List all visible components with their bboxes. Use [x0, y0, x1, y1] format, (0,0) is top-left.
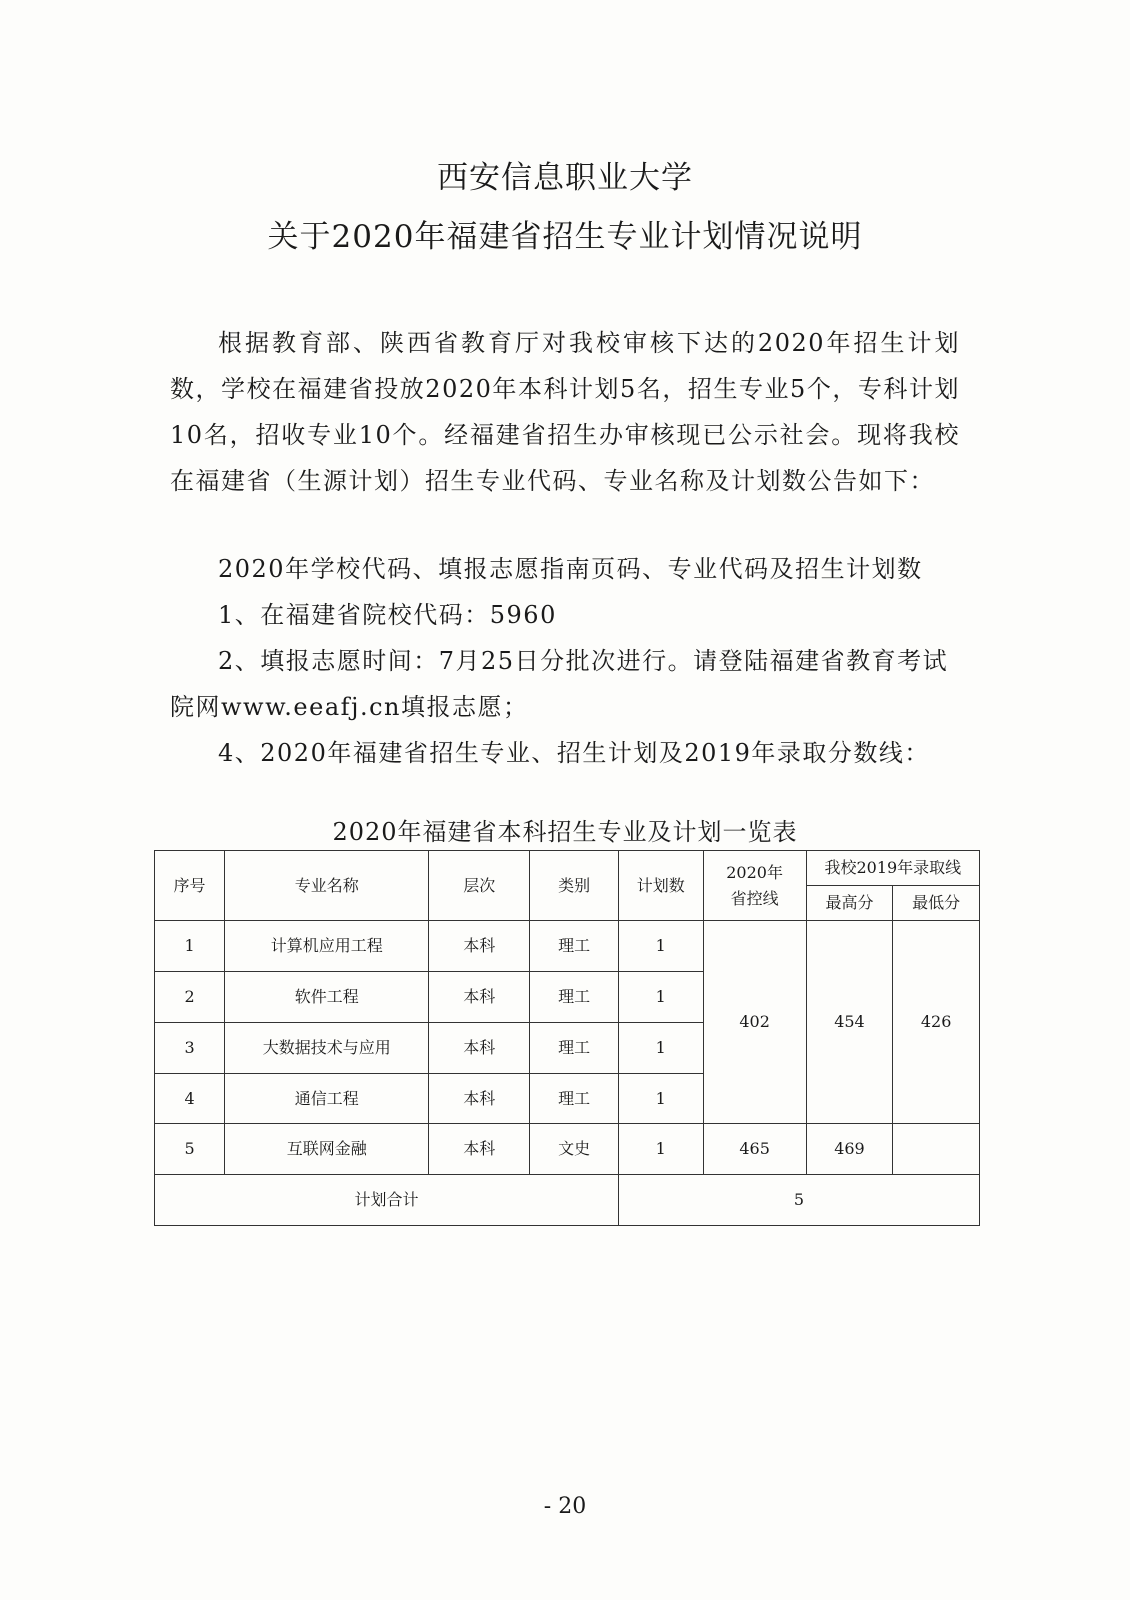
cell-category: 理工 [530, 1073, 619, 1124]
cell-seq: 1 [155, 921, 225, 972]
cell-seq: 5 [155, 1124, 225, 1175]
cell-science-max: 454 [806, 921, 893, 1124]
title-line-2: 关于2020年福建省招生专业计划情况说明 [267, 219, 863, 255]
item-application-time: 2、填报志愿时间：7月25日分批次进行。请登陆福建省教育考试院网www.eeafj.cn填报志愿； [170, 647, 949, 721]
cell-level: 本科 [429, 972, 530, 1023]
table-caption: 2020年福建省本科招生专业及计划一览表 [332, 818, 798, 846]
header-control-line-top: 2020年 [726, 862, 783, 882]
cell-category: 理工 [530, 1022, 619, 1073]
header-category: 类别 [530, 851, 619, 921]
header-major: 专业名称 [225, 851, 429, 921]
table-row [155, 921, 980, 972]
page-number: - 20 [543, 1494, 587, 1519]
cell-level: 本科 [429, 1022, 530, 1073]
cell-plan: 1 [619, 972, 704, 1023]
table-row [155, 1124, 980, 1175]
cell-major: 互联网金融 [225, 1124, 429, 1175]
enrollment-plan-table [154, 850, 980, 1226]
cell-major: 计算机应用工程 [225, 921, 429, 972]
cell-category: 理工 [530, 921, 619, 972]
cell-science-min: 426 [893, 921, 980, 1124]
cell-category: 文史 [530, 1124, 619, 1175]
item-plan-scores: 4、2020年福建省招生专业、招生计划及2019年录取分数线： [218, 739, 930, 767]
cell-seq: 3 [155, 1022, 225, 1073]
intro-paragraph: 根据教育部、陕西省教育厅对我校审核下达的2020年招生计划数，学校在福建省投放2020年本科计划5名，招生专业5个，专科计划10名，招收专业10个。经福建省招生办审核现已公示社会。现将我校在福建省（生源计划）招生专业代码、专业名称及计划数公告如下： [170, 329, 960, 495]
cell-level: 本科 [429, 1124, 530, 1175]
total-label: 计划合计 [155, 1175, 619, 1226]
cell-plan: 1 [619, 1022, 704, 1073]
cell-major: 大数据技术与应用 [225, 1022, 429, 1073]
header-level: 层次 [429, 851, 530, 921]
header-plan: 计划数 [619, 851, 704, 921]
item-school-code: 1、在福建省院校代码：5960 [218, 601, 557, 629]
total-row [155, 1175, 980, 1226]
total-value: 5 [619, 1175, 980, 1226]
header-max: 最高分 [806, 886, 893, 921]
cell-arts-max: 469 [806, 1124, 893, 1175]
header-min: 最低分 [893, 886, 980, 921]
cell-plan: 1 [619, 921, 704, 972]
cell-arts-control: 465 [703, 1124, 806, 1175]
cell-category: 理工 [530, 972, 619, 1023]
cell-plan: 1 [619, 1124, 704, 1175]
cell-seq: 2 [155, 972, 225, 1023]
cell-major: 通信工程 [225, 1073, 429, 1124]
header-control-line [703, 851, 806, 921]
header-control-line-bottom: 省控线 [730, 888, 779, 908]
header-score-group: 我校2019年录取线 [806, 851, 979, 886]
cell-level: 本科 [429, 921, 530, 972]
cell-arts-min [893, 1124, 980, 1175]
cell-seq: 4 [155, 1073, 225, 1124]
section-heading: 2020年学校代码、填报志愿指南页码、专业代码及招生计划数 [218, 555, 923, 583]
cell-science-control: 402 [703, 921, 806, 1124]
cell-plan: 1 [619, 1073, 704, 1124]
cell-major: 软件工程 [225, 972, 429, 1023]
header-seq: 序号 [155, 851, 225, 921]
title-line-1: 西安信息职业大学 [437, 160, 693, 196]
cell-level: 本科 [429, 1073, 530, 1124]
